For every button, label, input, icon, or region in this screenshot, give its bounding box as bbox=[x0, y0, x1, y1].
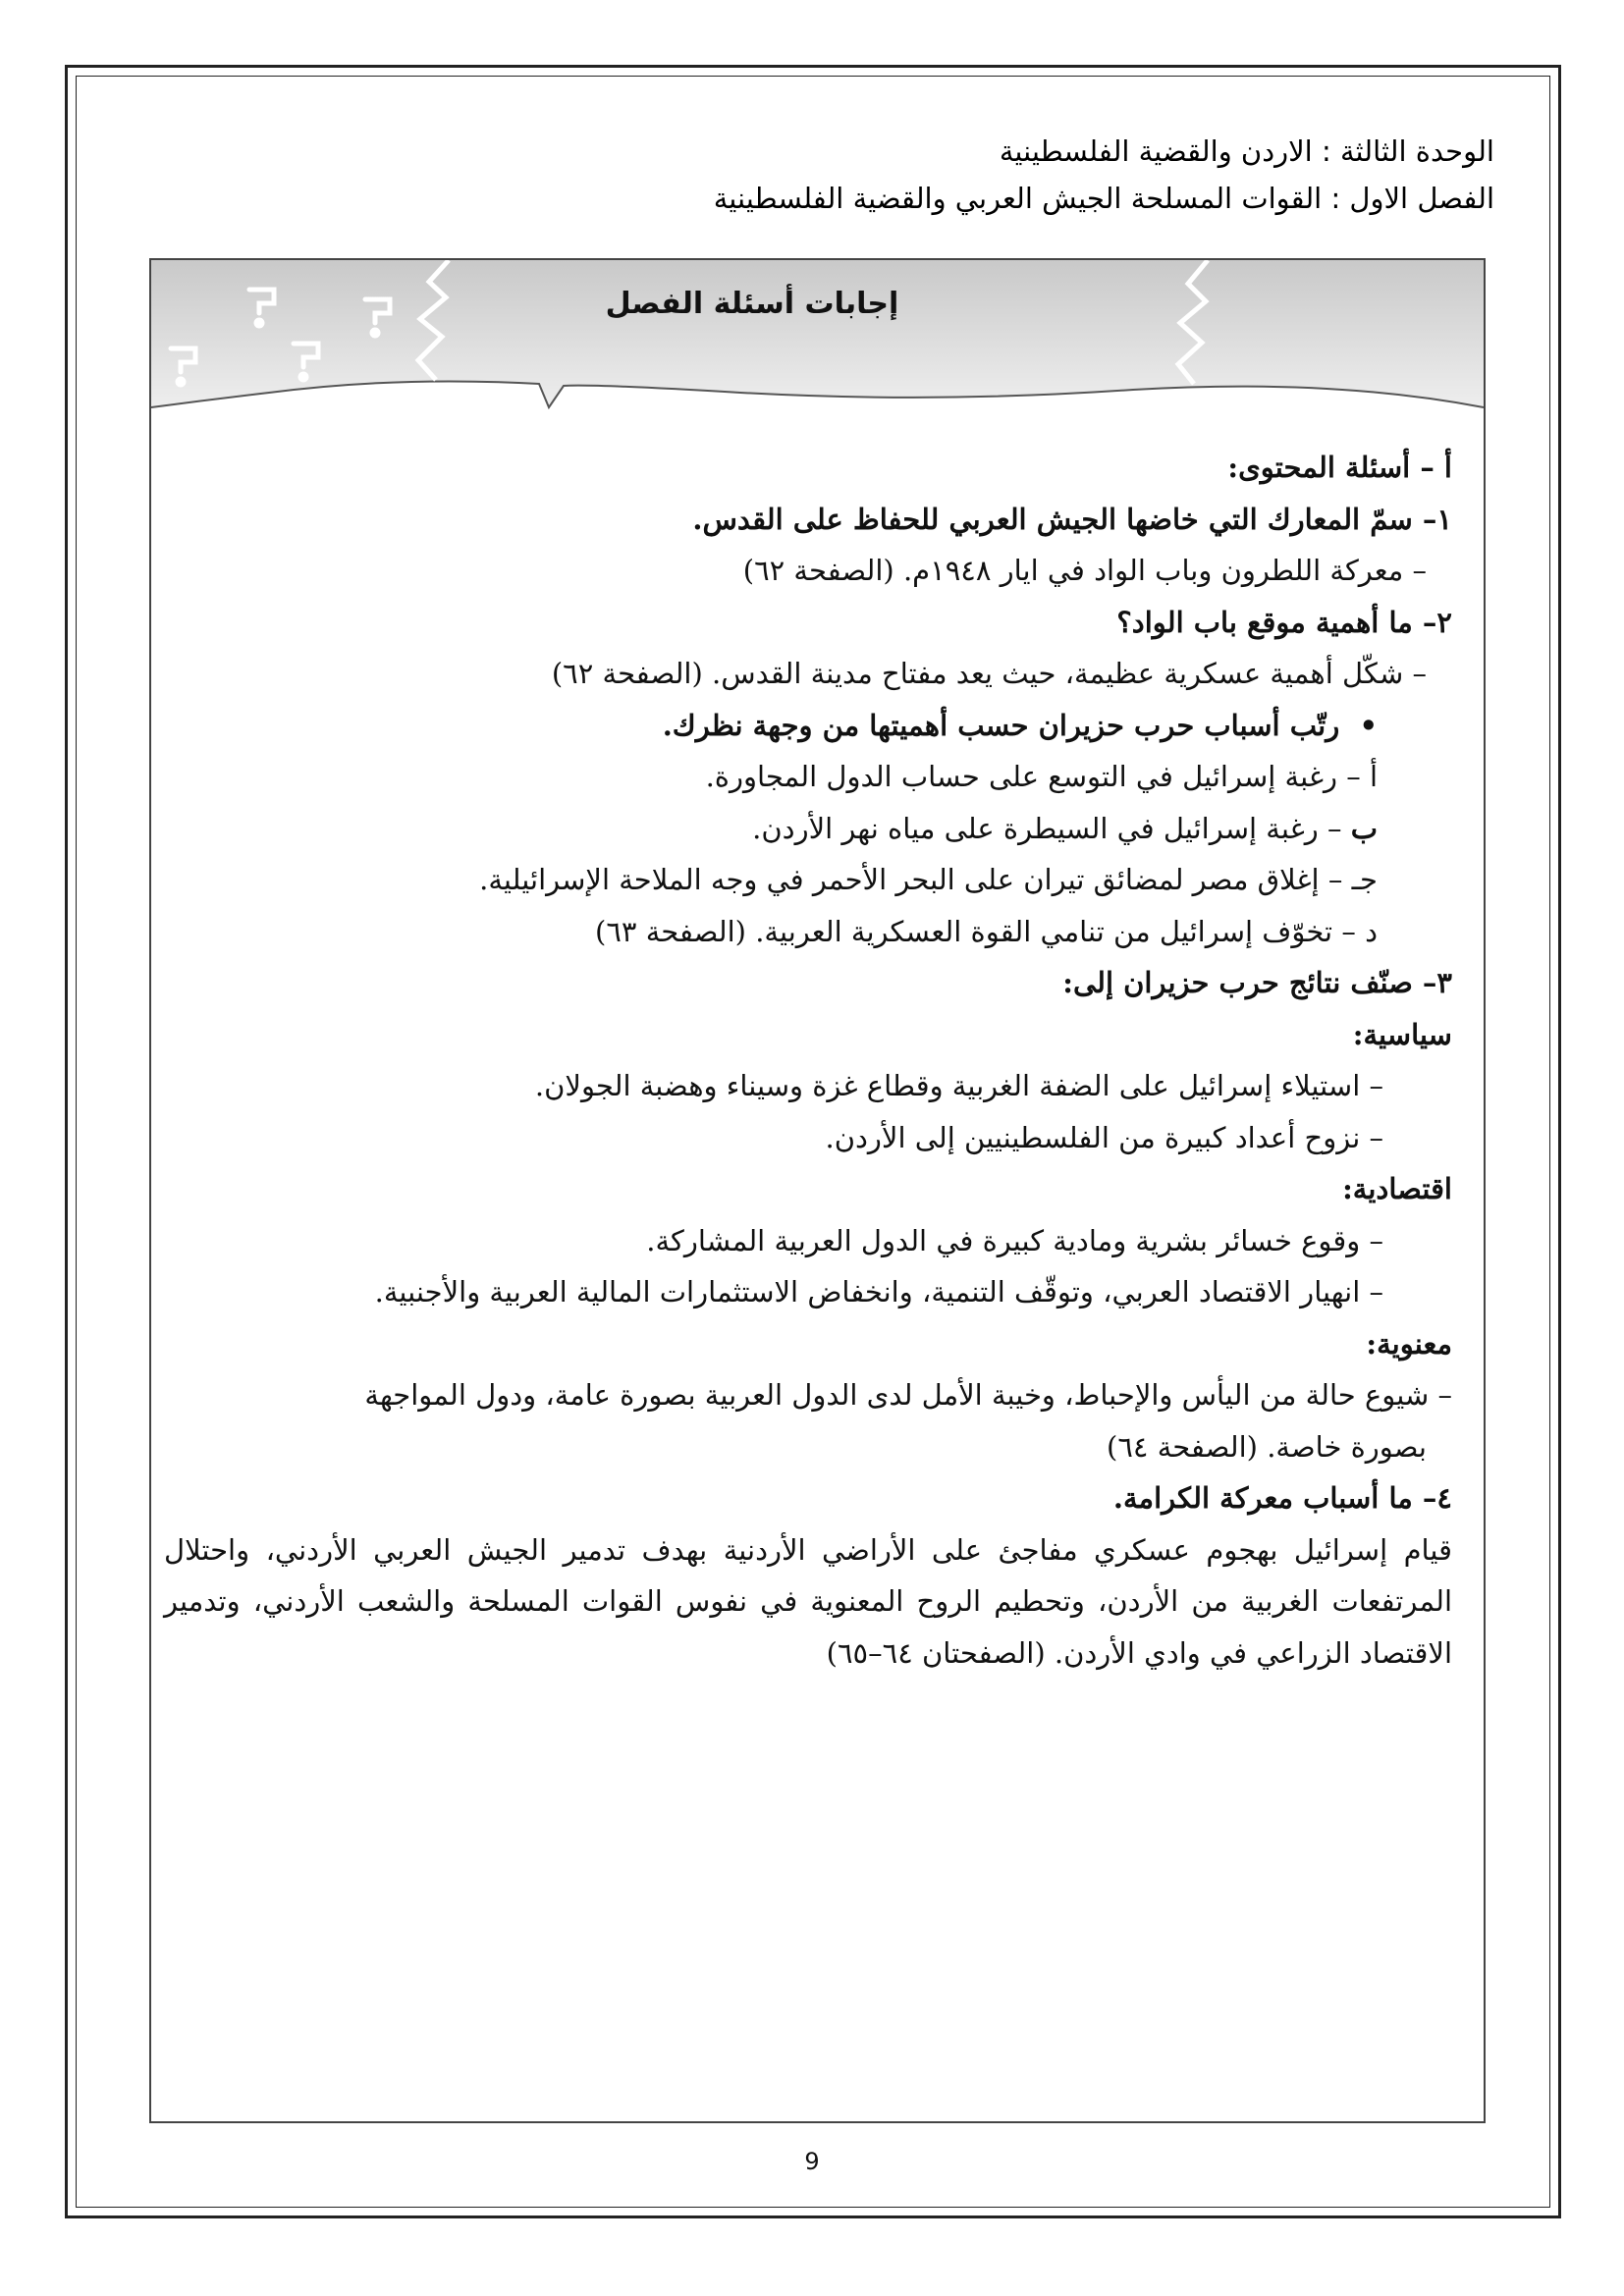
cause-letter: أ bbox=[1369, 760, 1378, 793]
cause-letter: ب bbox=[1350, 811, 1378, 845]
unit-header bbox=[218, 128, 1494, 222]
cause-text: – رغبة إسرائيل في التوسع على حساب الدول المجاورة. bbox=[705, 760, 1361, 793]
political-result: – نزوح أعداد كبيرة من الفلسطينيين إلى الأردن. bbox=[825, 1120, 1383, 1154]
question-3: ٣– صنّف نتائج حرب حزيران إلى: bbox=[1062, 966, 1452, 999]
cause-text: – تخوّف إسرائيل من تنامي القوة العسكرية العربية. (الصفحة ٦٣) bbox=[595, 914, 1356, 948]
bullet-question-text: رتّب أسباب حرب حزيران حسب أهميتها من وجهة نظرك. bbox=[662, 708, 1340, 742]
political-label: سياسية: bbox=[1352, 1017, 1452, 1051]
page-number: 9 bbox=[804, 2148, 820, 2175]
cause-item bbox=[164, 906, 1452, 958]
chapter-answers-banner bbox=[151, 260, 1484, 417]
answer-2: – شكّل أهمية عسكرية عظيمة، حيث يعد مفتاح مدينة القدس. (الصفحة ٦٢) bbox=[551, 657, 1427, 690]
banner-title: إجابات أسئلة الفصل bbox=[605, 287, 899, 321]
question-2: ٢– ما أهمية موقع باب الواد؟ bbox=[1116, 605, 1452, 639]
cause-item bbox=[164, 854, 1452, 906]
moral-label: معنوية: bbox=[1366, 1326, 1452, 1361]
unit-title: الوحدة الثالثة : الاردن والقضية الفلسطينية bbox=[999, 134, 1494, 168]
economic-result: – انهيار الاقتصاد العربي، وتوقّف التنمية، وانخفاض الاستثمارات المالية العربية والأجنبية. bbox=[374, 1275, 1383, 1308]
economic-result: – وقوع خسائر بشرية ومادية كبيرة في الدول العربية المشاركة. bbox=[646, 1223, 1383, 1257]
question-1: ١– سمّ المعارك التي خاضها الجيش العربي للحفاظ على القدس. bbox=[692, 502, 1452, 536]
cause-text: – إغلاق مصر لمضائق تيران على البحر الأحمر في وجه الملاحة الإسرائيلية. bbox=[479, 863, 1343, 896]
cause-letter: د bbox=[1365, 914, 1378, 948]
bullet-question bbox=[164, 700, 1452, 752]
economic-label: اقتصادية: bbox=[1342, 1172, 1452, 1205]
cause-letter: جـ bbox=[1351, 863, 1378, 896]
cause-item bbox=[164, 751, 1452, 803]
moral-result-line-2: بصورة خاصة. (الصفحة ٦٤) bbox=[1107, 1429, 1427, 1464]
answer-4: قيام إسرائيل بهجوم عسكري مفاجئ على الأراضي الأردنية بهدف تدمير الجيش العربي الأردني، واحتلال المرتفعات الغربية من الأردن، وتحطيم الروح المعنوية في نفوس القوات المسلحة والشعب الأردني، وتدمير الاقتصاد الزراعي في وادي الأردن. (الصفحتان ٦٤–٦٥) bbox=[164, 1532, 1452, 1670]
cause-text: – رغبة إسرائيل في السيطرة على مياه نهر الأردن. bbox=[752, 811, 1342, 845]
cause-item bbox=[164, 803, 1452, 855]
chapter-title: الفصل الاول : القوات المسلحة الجيش العربي والقضية الفلسطينية bbox=[713, 182, 1494, 215]
answers-content bbox=[164, 442, 1452, 1679]
question-4: ٤– ما أسباب معركة الكرامة. bbox=[1112, 1481, 1452, 1515]
bullet-dot: • bbox=[1339, 708, 1378, 742]
answer-1: – معركة اللطرون وباب الواد في ايار ١٩٤٨م. (الصفحة ٦٢) bbox=[742, 554, 1427, 587]
moral-result-line-1: – شيوع حالة من اليأس والإحباط، وخيبة الأمل لدى الدول العربية بصورة عامة، ودول المواجهة bbox=[364, 1378, 1452, 1412]
political-result: – استيلاء إسرائيل على الضفة الغربية وقطاع غزة وسيناء وهضبة الجولان. bbox=[534, 1069, 1383, 1102]
section-a-heading: أ – أسئلة المحتوى: bbox=[1227, 451, 1452, 484]
